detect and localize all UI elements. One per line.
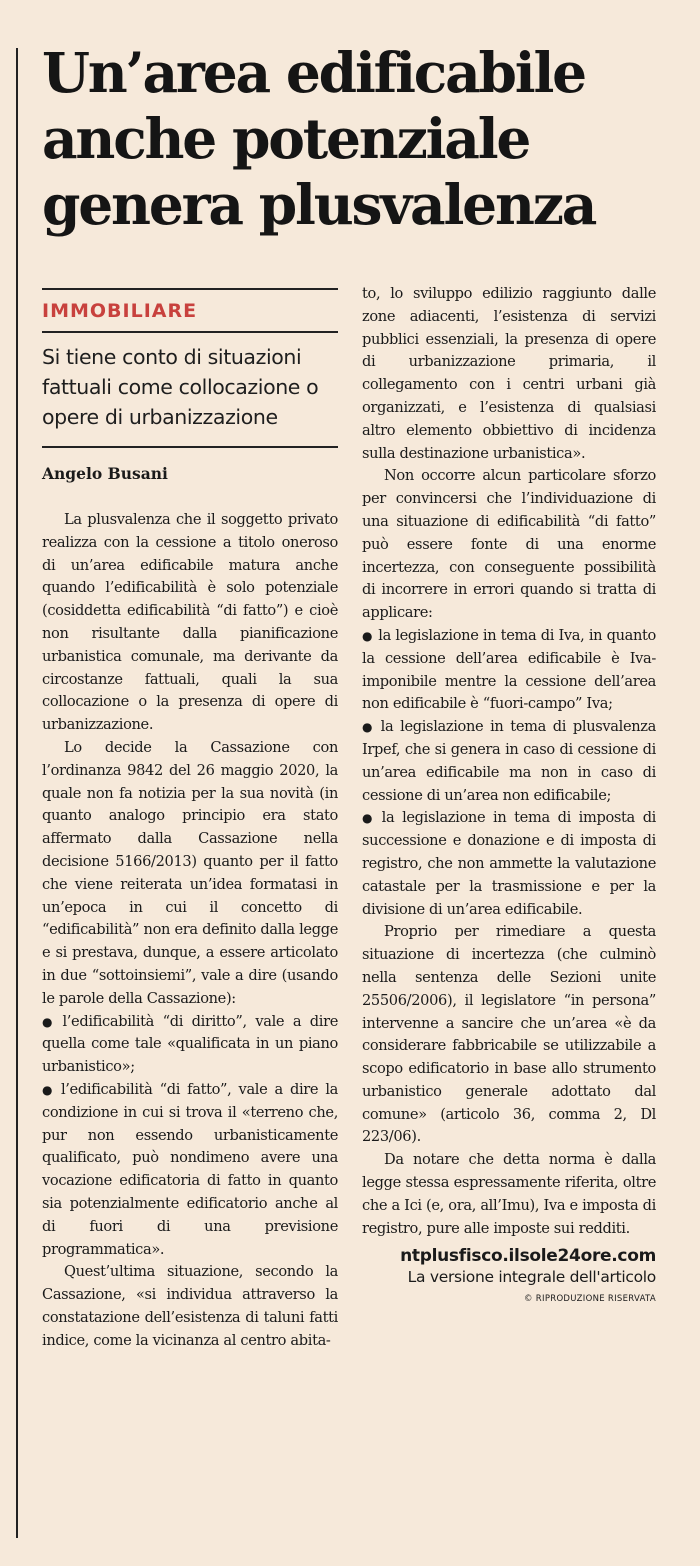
article-body-right [362, 283, 656, 1240]
left-margin-rule [16, 48, 18, 1538]
subheadline: Si tiene conto di situazioni fattuali come collocazione o opere di urbanizzazione [42, 345, 319, 429]
bullet-icon: ● [362, 720, 375, 735]
article-column-right [362, 283, 656, 1304]
source-caption: La versione integrale dell'articolo [407, 1268, 656, 1287]
paragraph: Quest’ultima situazione, secondo la Cassazione, «si individua attraverso la constatazione dell’esistenza di taluni fatti indice, come la vicinanza al centro abita- [42, 1263, 338, 1349]
paragraph: Proprio per rimediare a questa situazione di incertezza (che culminò nella sentenza delle Sezioni unite 25506/2006), il legislatore “in persona” intervenne a sancire che un’area «è da considerare fabbricabile se utilizzabile a scopo edificatorio in base allo strumento urbanistico generale adottato dal comune» (articolo 36, comma 2, Dl 223/06). [362, 923, 656, 1146]
paragraph: Lo decide la Cassazione con l’ordinanza 9842 del 26 maggio 2020, la quale non fa notizia per la sua novità (in quanto analogo principio era stato affermato dalla Cassazione nella decisione 5166/2013) quanto per il fatto che viene reiterata un’idea formatasi in un’epoca in cui il concetto di “edificabilità” non era definito dalla legge e si prestava, dunque, a essere articolato in due “sottoinsiemi”, vale a dire (usando le parole della Cassazione): [42, 738, 338, 1007]
headline-line-1: Un’area edificabile [42, 40, 585, 105]
article-column-left [42, 288, 338, 1352]
bullet-icon: ● [42, 1014, 57, 1029]
byline: Angelo Busani [42, 464, 168, 483]
section-kicker: IMMOBILIARE [42, 300, 198, 322]
bullet-item: ● l’edificabilità “di fatto”, vale a dire la condizione in cui si trova il «terreno che, pur non essendo urbanisticamente qualificato, può nondimeno avere una vocazione edificatoria di fatto in quanto sia potenzialmente edificatorio anche al di fuori di una previsione programmatica». [42, 1080, 338, 1258]
headline-line-3: genera plusvalenza [42, 172, 596, 237]
headline-line-2: anche potenziale [42, 106, 530, 171]
bullet-item: ● la legislazione in tema di imposta di successione e donazione e di imposta di registro, che non ammette la valutazione catastale per la trasmissione e per la divisione di un’area edificabile. [362, 809, 656, 918]
subhead-rule [42, 446, 338, 448]
article-body-left [42, 509, 338, 1352]
paragraph: La plusvalenza che il soggetto privato realizza con la cessione a titolo oneroso di un’area edificabile matura anche quando l’edificabilità è solo potenziale (cosiddetta edificabilità “di fatto”) e cioè non risultante dalla pianificazione urbanistica comunale, ma derivante da circostanze fattuali, quali la sua collocazione o la presenza di opere di urbanizzazione. [42, 511, 338, 734]
bullet-icon: ● [42, 1082, 55, 1097]
bullet-icon: ● [362, 811, 376, 826]
headline [42, 40, 682, 238]
bullet-icon: ● [362, 628, 373, 643]
bullet-item: ● la legislazione in tema di Iva, in quanto la cessione dell’area edificabile è Iva-imponibile mentre la cessione dell’area non edificabile è “fuori-campo” Iva; [362, 626, 656, 713]
bullet-item: ● l’edificabilità “di diritto”, vale a dire quella come tale «qualificata in un piano urbanistico»; [42, 1012, 339, 1076]
bullet-item: ● la legislazione in tema di plusvalenza Irpef, che si genera in caso di cessione di un’area edificabile ma non in caso di cessione di un’area non edificabile; [362, 718, 656, 804]
copyright-notice: © RIPRODUZIONE RISERVATA [524, 1294, 656, 1305]
source-link[interactable]: ntplusfisco.ilsole24ore.com [400, 1246, 656, 1267]
paragraph: Non occorre alcun particolare sforzo per convincersi che l’individuazione di una situazione di edificabilità “di fatto” può essere fonte di una enorme incertezza, con conseguente possibilità di incorrere in errori quando si tratta di applicare: [362, 467, 656, 622]
paragraph: to, lo sviluppo edilizio raggiunto dalle zone adiacenti, l’esistenza di servizi pubblici essenziali, la presenza di opere di urbanizzazione primaria, il collegamento con i centri urbani già organizzati, e l’esistenza di qualsiasi altro elemento obbiettivo di incidenza sulla destinazione urbanistica». [362, 285, 656, 462]
paragraph: Da notare che detta norma è dalla legge stessa espressamente riferita, oltre che a Ici (e, ora, all’Imu), Iva e imposta di registro, pure alle imposte sui redditi. [362, 1151, 656, 1237]
